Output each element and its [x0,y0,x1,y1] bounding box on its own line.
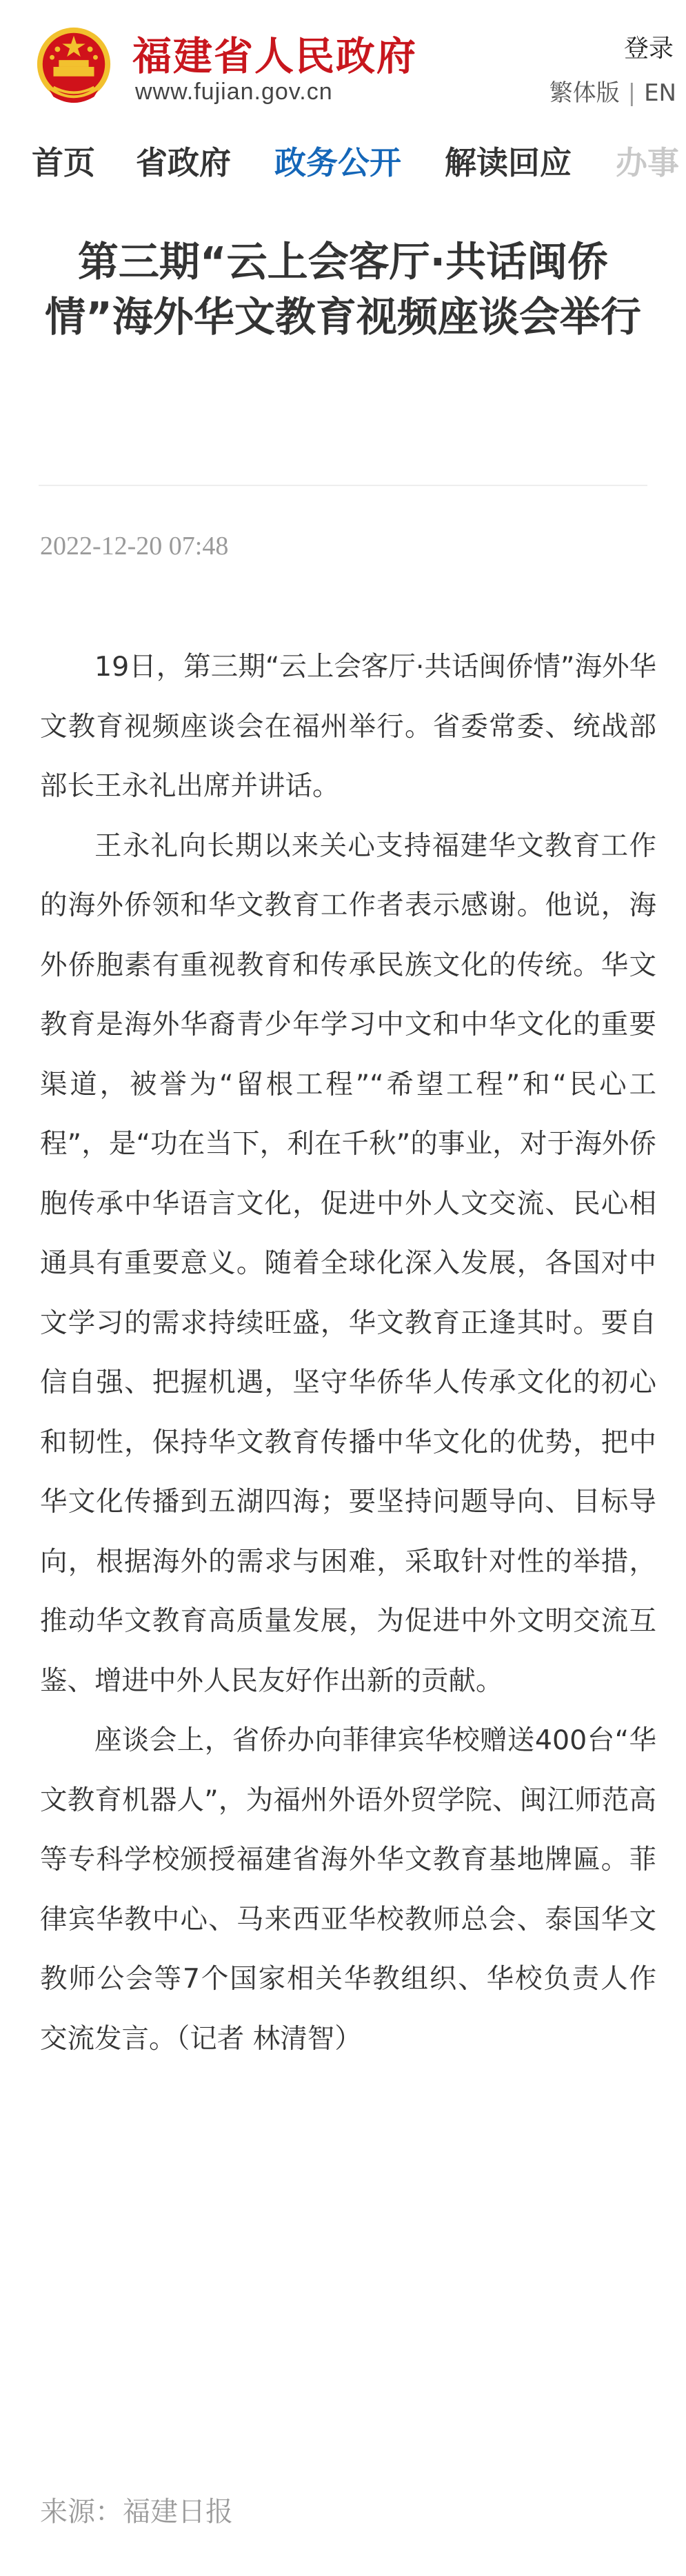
english-link[interactable]: EN [644,79,676,107]
publish-date: 2022-12-20 07:48 [40,532,229,561]
traditional-chinese-link[interactable]: 繁体版 [549,79,620,107]
title-divider [39,485,647,486]
nav-item-government-affairs[interactable]: 政务公开 [274,144,401,181]
national-emblem-icon[interactable] [33,25,114,106]
language-separator: | [627,79,636,107]
article-body [40,637,656,2069]
article-paragraph: 19日，第三期“云上会客厅·共话闽侨情”海外华文教育视频座谈会在福州举行。省委常委、统战部部长王永礼出席并讲话。 [40,651,656,802]
site-url: www.fujian.gov.cn [135,79,333,105]
login-link[interactable]: 登录 [623,34,674,63]
language-switcher [549,74,676,108]
site-header [0,0,686,123]
article-paragraph: 王永礼向长期以来关心支持福建华文教育工作的海外侨领和华文教育工作者表示感谢。他说，海外侨胞素有重视教育和传承民族文化的传统。华文教育是海外华裔青少年学习中文和中华文化的重要渠道，被誉为“留根工程”“希望工程”和“民心工程”，是“功在当下，利在千秋”的事业，对于海外侨胞传承中华语言文化，促进中外人文交流、民心相通具有重要意义。随着全球化深入发展，各国对中文学习的需求持续旺盛，华文教育正逢其时。要自信自强、把握机遇，坚守华侨华人传承文化的初心和韧性，保持华文教育传播中华文化的优势，把中华文化传播到五湖四海；要坚持问题导向、目标导向，根据海外的需求与困难，采取针对性的举措，推动华文教育高质量发展，为促进中外文明交流互鉴、增进中外人民友好作出新的贡献。 [40,829,656,1697]
article-paragraph: 座谈会上，省侨办向菲律宾华校赠送400台“华文教育机器人”，为福州外语外贸学院、闽江师范高等专科学校颁授福建省海外华文教育基地牌匾。菲律宾华教中心、马来西亚华校教师总会、泰国华文教师公会等7个国家相关华教组织、华校负责人作交流发言。（记者 林清智） [40,1724,656,2055]
article-source: 来源：福建日报 [40,2496,233,2528]
article-title: 第三期“云上会客厅·共话闽侨情”海外华文教育视频座谈会举行 [45,238,641,341]
nav-item-services[interactable]: 办事 [616,144,679,181]
main-navigation [0,123,686,200]
nav-item-provincial-government[interactable]: 省政府 [136,144,231,181]
nav-item-home[interactable]: 首页 [32,144,95,181]
site-title[interactable]: 福建省人民政府 [132,33,417,79]
nav-item-interpretation[interactable]: 解读回应 [445,144,572,181]
